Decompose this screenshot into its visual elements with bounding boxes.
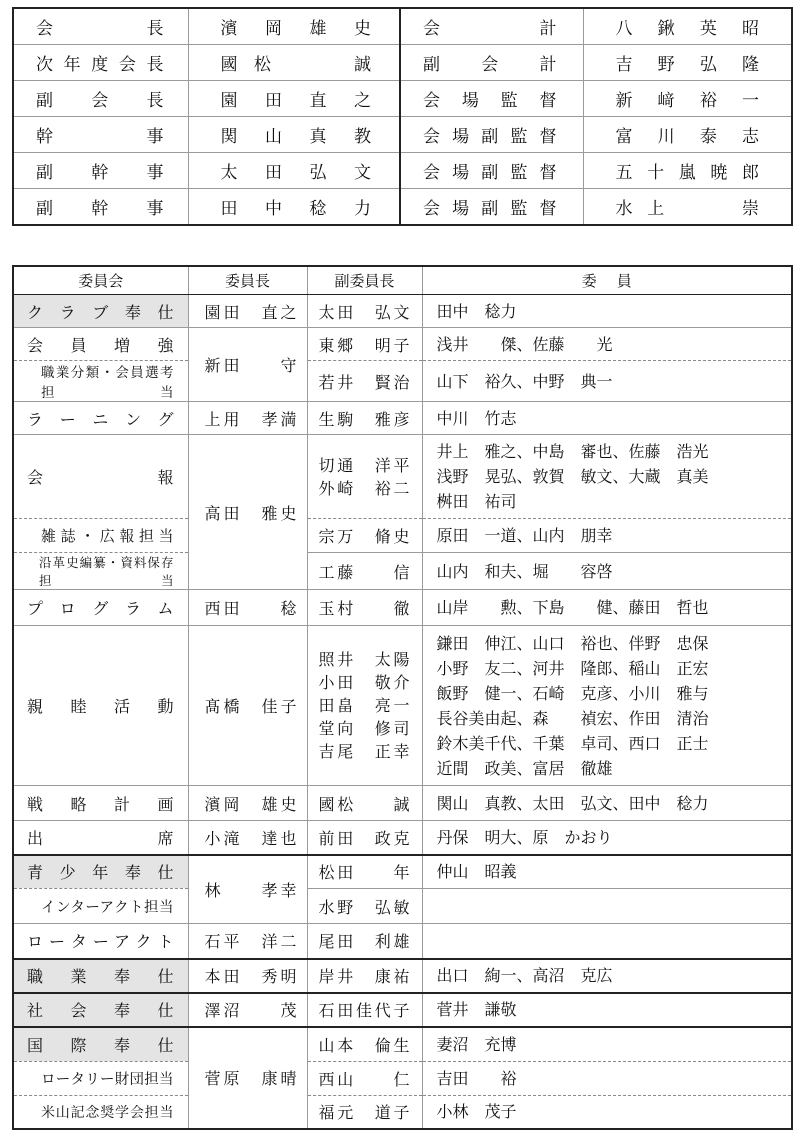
officer-row xyxy=(13,45,792,81)
committee-name: 会報 xyxy=(13,435,188,519)
member-line: 鎌田 伸江、山口 裕也、伴野 忠保 xyxy=(436,633,709,653)
officer-name: 関山真教 xyxy=(188,117,400,153)
committee-vice: 松田 年 xyxy=(307,855,422,889)
vice-name: 外崎 裕二 xyxy=(318,478,410,498)
committee-row xyxy=(13,1027,792,1062)
committee-row xyxy=(13,889,792,924)
member-line: 長谷美由起、森 禎宏、作田 清治 xyxy=(436,708,709,728)
committee-members xyxy=(422,626,792,786)
committee-row xyxy=(13,519,792,553)
officer-name: 水上 崇 xyxy=(615,199,759,219)
officer-name: 新﨑裕一 xyxy=(583,81,792,117)
member-line: 飯野 健一、石崎 克彦、小川 雅与 xyxy=(436,683,709,703)
committee-members: 丹保 明大、原 かおり xyxy=(422,821,792,855)
committee-chair: 高田 雅史 xyxy=(188,435,307,590)
committee-chair: 新田 守 xyxy=(188,328,307,402)
committee-vice: 西山 仁 xyxy=(307,1062,422,1096)
committee-members: 山下 裕久、中野 典一 xyxy=(422,361,792,402)
committee-vice: 山本 倫生 xyxy=(307,1027,422,1062)
officer-name: 八鍬英昭 xyxy=(583,8,792,45)
committee-name: 職業分類・会員選考担当 xyxy=(13,361,188,402)
officer-role: 会場副監督 xyxy=(400,117,583,153)
header-chair: 委員長 xyxy=(188,266,307,295)
officer-name: 國松 誠 xyxy=(188,45,400,81)
committee-name: ラーニング xyxy=(13,402,188,435)
committee-vice: 岸井 康祐 xyxy=(307,959,422,993)
committee-name: 親睦活動 xyxy=(13,626,188,786)
committee-members: 小林 茂子 xyxy=(436,1102,517,1122)
member-line: 鈴木美千代、千葉 卓司、西口 正士 xyxy=(436,733,709,753)
vice-name: 田畠 亮一 xyxy=(318,696,410,715)
committee-chair: 本田 秀明 xyxy=(188,959,307,993)
vice-name: 切通 洋平 xyxy=(318,455,410,475)
officer-name: 園田直之 xyxy=(188,81,400,117)
officer-role: 副会計 xyxy=(400,45,583,81)
officer-name: 太田弘文 xyxy=(188,153,400,189)
committee-members: 出口 絢一、高沼 克広 xyxy=(422,959,792,993)
committees-table xyxy=(12,265,793,1130)
committee-vice xyxy=(307,435,422,519)
officer-row xyxy=(13,8,792,45)
committee-members: 田中 稔力 xyxy=(422,295,792,328)
committee-members xyxy=(422,924,792,959)
committee-chair: 園田 直之 xyxy=(188,295,307,328)
committee-vice: 石田佳代子 xyxy=(307,993,422,1027)
vice-name: 小田 敬介 xyxy=(318,673,410,692)
committee-row xyxy=(13,993,792,1027)
officer-row xyxy=(13,81,792,117)
committee-name: クラブ奉仕 xyxy=(13,295,188,328)
committee-row xyxy=(13,821,792,855)
committee-name: 戦略計画 xyxy=(13,786,188,821)
committee-vice: 玉村 徹 xyxy=(307,590,422,626)
committee-chair: 濱岡 雄史 xyxy=(188,786,307,821)
member-line: 近間 政美、富居 徹雄 xyxy=(436,758,613,778)
officer-role: 副幹事 xyxy=(13,189,188,226)
committee-vice: 前田 政克 xyxy=(307,821,422,855)
committee-row xyxy=(13,1062,792,1096)
committee-name: 職業奉仕 xyxy=(13,959,188,993)
member-line: 井上 雅之、中島 審也、佐藤 浩光 xyxy=(436,442,709,461)
officer-name: 濱岡雄史 xyxy=(188,8,400,45)
committee-row xyxy=(13,295,792,328)
committee-members: 妻沼 充博 xyxy=(422,1027,792,1062)
committee-members: 関山 真教、太田 弘文、田中 稔力 xyxy=(422,786,792,821)
committee-members: 浅井 傑、佐藤 光 xyxy=(422,328,792,361)
vice-name: 照井 太陽 xyxy=(318,650,410,669)
committee-members: 菅井 謙敬 xyxy=(422,993,792,1027)
committee-row xyxy=(13,626,792,786)
officers-table xyxy=(12,7,793,226)
committee-name: 社会奉仕 xyxy=(13,993,188,1027)
committee-members: 中川 竹志 xyxy=(422,402,792,435)
committee-name: 国際奉仕 xyxy=(13,1027,188,1062)
officer-name: 五十嵐暁郎 xyxy=(583,153,792,189)
member-line: 桝田 祐司 xyxy=(436,492,517,511)
committee-vice: 東郷 明子 xyxy=(307,328,422,361)
committee-row xyxy=(13,590,792,626)
officer-role: 会場副監督 xyxy=(400,153,583,189)
committee-chair: 石平 洋二 xyxy=(188,924,307,959)
committee-name: 会員増強 xyxy=(13,328,188,361)
header-members: 委員 xyxy=(581,272,632,290)
committee-vice: 若井 賢治 xyxy=(307,361,422,402)
committee-row xyxy=(13,1096,792,1129)
committee-chair: 西田 稔 xyxy=(188,590,307,626)
committee-vice: 尾田 利雄 xyxy=(307,924,422,959)
vice-name: 堂向 修司 xyxy=(318,719,410,738)
officer-row xyxy=(13,117,792,153)
committee-chair: 髙橋 佳子 xyxy=(188,626,307,786)
committee-row xyxy=(13,402,792,435)
committee-name: 米山記念奨学会担当 xyxy=(13,1096,188,1129)
committee-row xyxy=(13,855,792,889)
committee-name: プログラム xyxy=(13,590,188,626)
committee-members xyxy=(422,435,792,519)
header-committee: 委員会 xyxy=(13,266,188,295)
header-vice: 副委員長 xyxy=(307,266,422,295)
committee-name: 雑誌・広報担当 xyxy=(13,519,188,553)
committee-chair: 菅原 康晴 xyxy=(188,1027,307,1129)
member-line: 浅野 晃弘、敦賀 敏文、大蔵 真美 xyxy=(436,467,709,486)
officer-name: 吉野弘隆 xyxy=(583,45,792,81)
committee-vice: 國松 誠 xyxy=(307,786,422,821)
committee-row xyxy=(13,361,792,402)
committee-name: 沿革史編纂・資料保存担当 xyxy=(13,553,188,590)
officer-role: 会計 xyxy=(400,8,583,45)
committee-vice: 福元 道子 xyxy=(307,1096,422,1129)
officer-role: 幹事 xyxy=(13,117,188,153)
committee-members: 山岸 勲、下島 健、藤田 哲也 xyxy=(422,590,792,626)
committee-row xyxy=(13,924,792,959)
committee-chair: 小滝 達也 xyxy=(188,821,307,855)
committee-row xyxy=(13,328,792,361)
officer-role: 次年度会長 xyxy=(13,45,188,81)
committee-row xyxy=(13,435,792,519)
officer-name: 田中稔力 xyxy=(188,189,400,226)
committee-vice: 宗万 脩史 xyxy=(307,519,422,553)
officer-row xyxy=(13,153,792,189)
committee-vice: 太田 弘文 xyxy=(307,295,422,328)
member-line: 小野 友二、河井 隆郎、稲山 正宏 xyxy=(436,658,709,678)
officer-row xyxy=(13,189,792,226)
committee-name: ロータリー財団担当 xyxy=(13,1062,188,1096)
officer-role: 会場副監督 xyxy=(400,189,583,226)
vice-name: 吉尾 正幸 xyxy=(318,742,410,761)
committee-members xyxy=(422,889,792,924)
committee-row xyxy=(13,553,792,590)
committee-name: ローターアクト xyxy=(13,924,188,959)
committee-row xyxy=(13,786,792,821)
officer-role: 副幹事 xyxy=(13,153,188,189)
committee-name: インターアクト担当 xyxy=(13,889,188,924)
committee-vice: 水野 弘敏 xyxy=(307,889,422,924)
committee-vice: 工藤 信 xyxy=(307,553,422,590)
committee-members: 吉田 裕 xyxy=(422,1062,792,1096)
committee-name: 出席 xyxy=(13,821,188,855)
officer-role: 会長 xyxy=(13,8,188,45)
officer-role: 会場監督 xyxy=(400,81,583,117)
committee-chair: 上用 孝満 xyxy=(188,402,307,435)
committee-members: 原田 一道、山内 朋幸 xyxy=(422,519,792,553)
committee-row xyxy=(13,959,792,993)
committee-members: 山内 和夫、堀 容啓 xyxy=(422,553,792,590)
officer-role: 副会長 xyxy=(13,81,188,117)
header-row xyxy=(13,266,792,295)
committee-chair: 林 孝幸 xyxy=(188,855,307,924)
committee-vice: 生駒 雅彦 xyxy=(307,402,422,435)
committee-members: 仲山 昭義 xyxy=(422,855,792,889)
officer-name: 富川泰志 xyxy=(583,117,792,153)
committee-name: 青少年奉仕 xyxy=(13,855,188,889)
committee-chair: 澤沼 茂 xyxy=(188,993,307,1027)
committee-vice xyxy=(307,626,422,786)
